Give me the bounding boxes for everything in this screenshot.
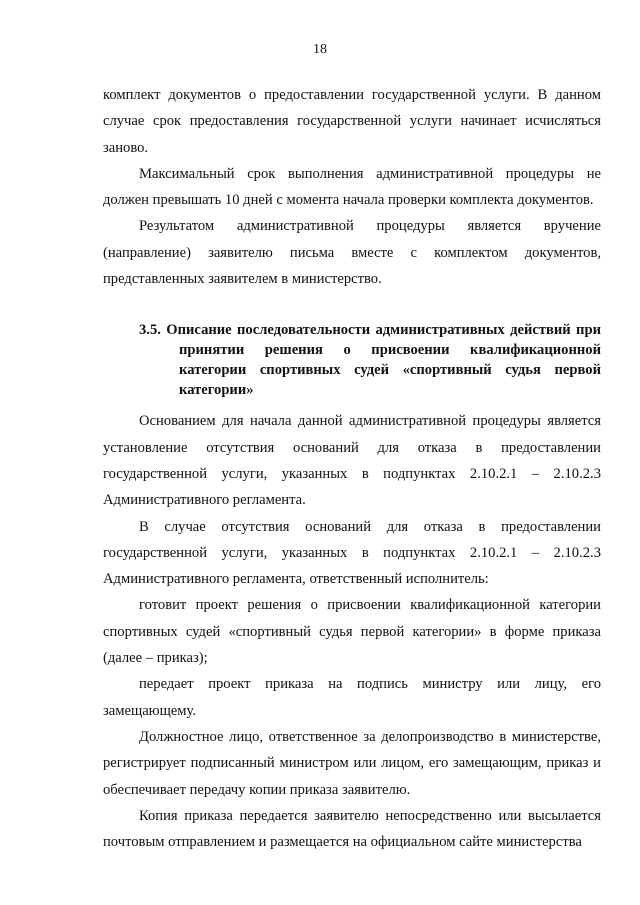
paragraph-basis: Основанием для начала данной административной процедуры является установление отсутствия оснований для отказа в предоставлении государственной услуги, указанных в подпунктах 2.10.2.1 – 2.10.2.3 Административного регламента. xyxy=(103,413,601,509)
section-heading: 3.5. Описание последовательности административных действий при принятии решения о присвоении квалификационной категории спортивных судей «спортивный судья первой категории» xyxy=(139,322,601,399)
paragraph-submit-for-signature: передает проект приказа на подпись министру или лицу, его замещающему. xyxy=(103,676,601,719)
paragraph-result: Результатом административной процедуры является вручение (направление) заявителю письма вместе с комплектом документов, представленных заявителем в министерство. xyxy=(103,218,601,288)
paragraph-max-term: Максимальный срок выполнения административной процедуры не должен превышать 10 дней с момента начала проверки комплекта документов. xyxy=(103,165,601,209)
document-body xyxy=(103,82,601,855)
paragraph-prepare-draft: готовит проект решения о присвоении квалификационной категории спортивных судей «спортивный судья первой категории» в форме приказа (далее – приказ); xyxy=(103,597,601,667)
paragraph-responsible-executor: В случае отсутствия оснований для отказа в предоставлении государственной услуги, указанных в подпунктах 2.10.2.1 – 2.10.2.3 Административного регламента, ответственный исполнитель: xyxy=(103,518,601,588)
paragraph-continuation: комплект документов о предоставлении государственной услуги. В данном случае срок предоставления государственной услуги начинает исчисляться заново. xyxy=(103,87,601,156)
paragraph-registration: Должностное лицо, ответственное за делопроизводство в министерстве, регистрирует подписанный министром или лицом, его замещающим, приказ и обеспечивает передачу копии приказа заявителю. xyxy=(103,728,601,798)
page-number: 18 xyxy=(313,42,327,57)
paragraph-copy-delivery: Копия приказа передается заявителю непосредственно или высылается почтовым отправлением и размещается на официальном сайте министерства xyxy=(103,807,601,851)
